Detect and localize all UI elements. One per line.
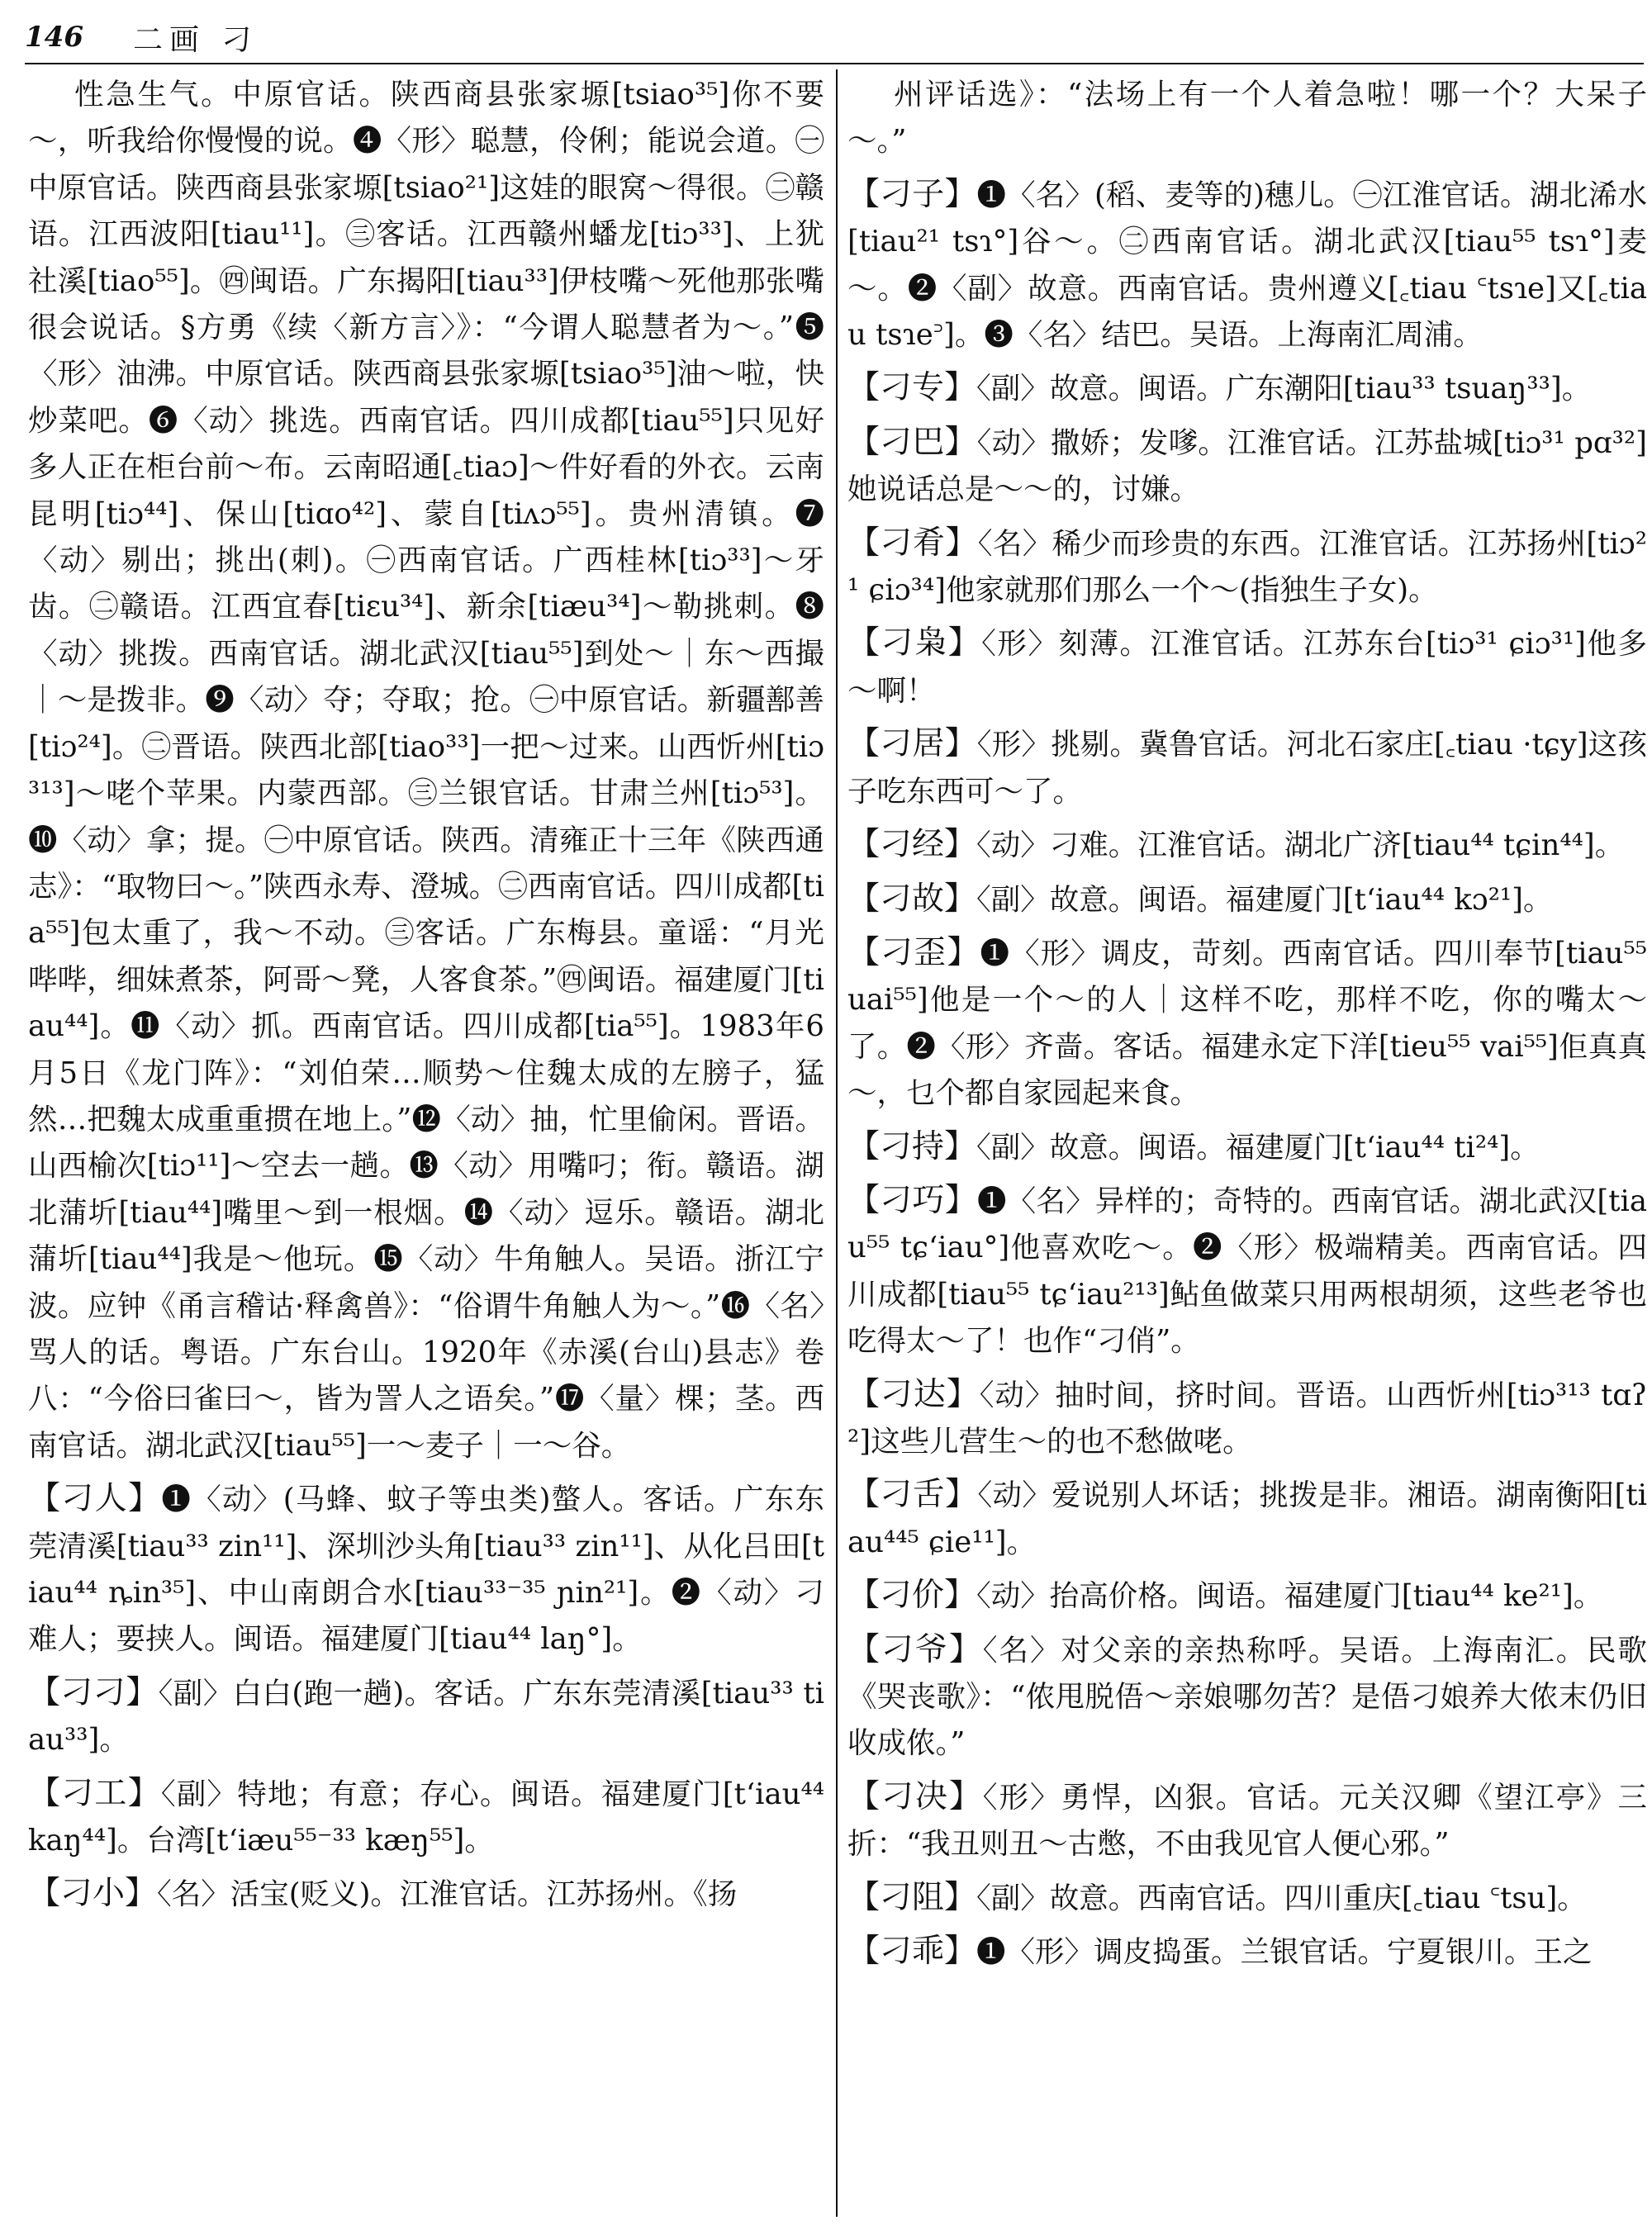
entry-headword: 【刁歪】	[847, 933, 980, 971]
column-divider	[836, 69, 838, 2217]
dictionary-entry	[847, 930, 1647, 1117]
dictionary-entry	[847, 1573, 1647, 1620]
entry-headword: 【刁人】	[28, 1480, 162, 1518]
entry-headword: 【刁子】	[847, 175, 977, 213]
dictionary-entry	[847, 1124, 1647, 1171]
entry-headword: 【刁价】	[847, 1577, 977, 1615]
section-title: 二画 刁	[132, 22, 259, 57]
entry-text: 〈名〉稀少而珍贵的东西。江淮官话。江苏扬州[tiɔ²¹ ɕiɔ³⁴]他家就那们那么一个～(指独生子女)。	[847, 526, 1647, 608]
entry-text: 〈副〉故意。闽语。广东潮阳[tiau³³ tsuaŋ³³]。	[976, 372, 1592, 406]
left-column	[28, 71, 824, 2227]
dictionary-entry	[847, 365, 1647, 412]
entry-text: 〈动〉刁难。江淮官话。湖北广济[tiau⁴⁴ tɕin⁴⁴]。	[976, 828, 1625, 863]
entry-headword: 【刁专】	[847, 369, 977, 407]
entry-text: 〈副〉白白(跑一趟)。客话。广东东莞清溪[tiau³³ tiau³³]。	[28, 1676, 824, 1758]
entry-text: ❶〈形〉调皮捣蛋。兰银官话。宁夏银川。王之	[976, 1935, 1593, 1970]
entry-headword: 【刁爷】	[847, 1630, 983, 1668]
page-header	[25, 12, 1644, 64]
entry-text: 〈副〉故意。闽语。福建厦门[tʻiau⁴⁴ ti²⁴]。	[976, 1130, 1540, 1165]
entry-headword: 【刁乖】	[847, 1933, 977, 1971]
entry-text: 州评话选》：“法场上有一个人着急啦！哪一个？大呆子～。”	[847, 78, 1647, 159]
entry-text: 〈动〉撒娇；发嗲。江淮官话。江苏盐城[tiɔ³¹ pɑ³²]她说话总是～～的，讨嫌。	[847, 425, 1647, 507]
dictionary-entry	[847, 71, 1647, 165]
entry-text: 〈动〉抬高价格。闽语。福建厦门[tiau⁴⁴ ke²¹]。	[976, 1579, 1603, 1614]
entry-text: ❶〈名〉异样的；奇特的。西南官话。湖北武汉[tiau⁵⁵ tɕʻiau°]他喜欢吃～。❷〈形〉极端精美。西南官话。四川成都[tiau⁵⁵ tɕʻiau²¹³]鲇鱼做菜只用两根胡须，这些老爷也吃得太～了！也作“刁俏”。	[847, 1184, 1647, 1359]
entry-headword: 【刁巧】	[847, 1181, 977, 1219]
dictionary-entry	[28, 71, 824, 1469]
entry-headword: 【刁肴】	[847, 524, 978, 562]
entry-text: 〈动〉抽时间，挤时间。晋语。山西忻州[tiɔ³¹³ tɑʔ²]这些儿营生～的也不愁做咾。	[847, 1378, 1647, 1459]
entry-text: 〈名〉活宝(贬义)。江淮官话。江苏扬州。《扬	[157, 1877, 738, 1912]
entry-text: ❶〈形〉调皮，苛刻。西南官话。四川奉节[tiau⁵⁵ uai⁵⁵]他是一个～的人｜这样不吃，那样不吃，你的嘴太～了。❷〈形〉齐啬。客话。福建永定下洋[tieu⁵⁵ vai⁵⁵]佢真真～，乜个都自家园起来食。	[847, 936, 1647, 1111]
dictionary-entry	[28, 1670, 824, 1764]
entry-text: 〈副〉特地；有意；存心。闽语。福建厦门[tʻiau⁴⁴ kaŋ⁴⁴]。台湾[tʻiæu⁵⁵⁻³³ kæŋ⁵⁵]。	[28, 1777, 824, 1858]
entry-headword: 【刁故】	[847, 880, 977, 918]
dictionary-entry	[847, 1372, 1647, 1466]
dictionary-entry	[847, 1929, 1647, 1976]
entry-headword: 【刁工】	[28, 1774, 161, 1812]
entry-headword: 【刁决】	[847, 1777, 983, 1815]
dictionary-entry	[847, 876, 1647, 923]
entry-text: 〈形〉勇悍，凶狠。官话。元关汉卿《望江亭》三折：“我丑则丑～古憋，不由我见官人便心邪。”	[847, 1780, 1647, 1862]
dictionary-entry	[847, 1774, 1647, 1868]
entry-headword: 【刁刁】	[28, 1673, 159, 1711]
entry-text: 〈名〉对父亲的亲热称呼。吴语。上海南汇。民歌《哭丧歌》：“侬甩脱俉～亲娘哪勿苦？是俉刁娘养大侬末仍旧收成侬。”	[847, 1633, 1647, 1761]
dictionary-entry	[847, 822, 1647, 869]
dictionary-entry	[28, 1771, 824, 1865]
entry-headword: 【刁舌】	[847, 1476, 978, 1514]
entry-text: 〈副〉故意。西南官话。四川重庆[꜀tiau ꜂tsu]。	[976, 1881, 1587, 1915]
dictionary-entry	[847, 520, 1647, 614]
page-number: 146	[25, 21, 83, 54]
entry-text: 〈动〉爱说别人坏话；挑拨是非。湘语。湖南衡阳[tiau⁴⁴⁵ ɕie¹¹]。	[847, 1478, 1647, 1559]
dictionary-entry	[847, 1627, 1647, 1767]
dictionary-entry	[28, 1871, 824, 1918]
right-column	[847, 71, 1647, 2227]
entry-headword: 【刁枭】	[847, 624, 982, 662]
dictionary-entry	[847, 172, 1647, 359]
entry-headword: 【刁小】	[28, 1875, 158, 1913]
dictionary-entry	[847, 1875, 1647, 1922]
dictionary-entry	[28, 1476, 824, 1663]
dictionary-entry	[847, 1178, 1647, 1365]
entry-headword: 【刁经】	[847, 826, 977, 864]
dictionary-entry	[847, 620, 1647, 714]
entry-headword: 【刁巴】	[847, 423, 977, 461]
entry-headword: 【刁居】	[847, 725, 977, 763]
dictionary-entry	[847, 1472, 1647, 1566]
entry-text: 性急生气。中原官话。陕西商县张家塬[tsiao³⁵]你不要～，听我给你慢慢的说。❹〈形〉聪慧，伶俐；能说会道。㊀中原官话。陕西商县张家塬[tsiao²¹]这娃的眼窝～得很。㊁赣语。江西波阳[tiau¹¹]。㊂客话。江西赣州蟠龙[tiɔ³³]、上犹社溪[tiao⁵⁵]。㊃闽语。广东揭阳[tiau³³]伊枝嘴～死他那张嘴很会说话。§方勇《续〈新方言〉》：“今谓人聪慧者为～。”❺〈形〉油沸。中原官话。陕西商县张家塬[tsiao³⁵]油～啦，快炒菜吧。❻〈动〉挑选。西南官话。四川成都[tiau⁵⁵]只见好多人正在柜台前～布。云南昭通[꜀tiaɔ]～件好看的外衣。云南昆明[tiɔ⁴⁴]、保山[tiɑo⁴²]、蒙自[tiʌɔ⁵⁵]。贵州清镇。❼〈动〉剔出；挑出(刺)。㊀西南官话。广西桂林[tiɔ³³]～牙齿。㊁赣语。江西宜春[tiɛu³⁴]、新余[tiæu³⁴]～勒挑刺。❽〈动〉挑拨。西南官话。湖北武汉[tiau⁵⁵]到处～｜东～西撮｜～是拨非。❾〈动〉夺；夺取；抢。㊀中原官话。新疆鄯善[tiɔ²⁴]。㊁晋语。陕西北部[tiao³³]一把～过来。山西忻州[tiɔ³¹³]～咾个苹果。内蒙西部。㊂兰银官话。甘肃兰州[tiɔ⁵³]。❿〈动〉拿；提。㊀中原官话。陕西。清雍正十三年《陕西通志》：“取物曰～。”陕西永寿、澄城。㊁西南官话。四川成都[tia⁵⁵]包太重了，我～不动。㊂客话。广东梅县。童谣：“月光哔哔，细妹煮茶，阿哥～凳，人客食茶。”㊃闽语。福建厦门[tiau⁴⁴]。⓫〈动〉抓。西南官话。四川成都[tia⁵⁵]。1983年6月5日《龙门阵》：“刘伯荣…顺势～住魏太成的左膀子，猛然…把魏太成重重掼在地上。”⓬〈动〉抽，忙里偷闲。晋语。山西榆次[tiɔ¹¹]～空去一趟。⓭〈动〉用嘴叼；衔。赣语。湖北蒲圻[tiau⁴⁴]嘴里～到一根烟。⓮〈动〉逗乐。赣语。湖北蒲圻[tiau⁴⁴]我是～他玩。⓯〈动〉牛角触人。吴语。浙江宁波。应钟《甬言稽诂·释禽兽》：“俗谓牛角触人为～。”⓰〈名〉骂人的话。粤语。广东台山。1920年《赤溪(台山)县志》卷八：“今俗曰雀曰～，皆为詈人之语矣。”⓱〈量〉棵；茎。西南官话。湖北武汉[tiau⁵⁵]一～麦子｜一～谷。	[28, 78, 824, 1463]
entry-text: 〈副〉故意。闽语。福建厦门[tʻiau⁴⁴ kɔ²¹]。	[976, 882, 1553, 917]
entry-text: 〈形〉刻薄。江淮官话。江苏东台[tiɔ³¹ ɕiɔ³¹]他多～啊！	[847, 627, 1647, 708]
entry-headword: 【刁阻】	[847, 1878, 977, 1916]
entry-text: ❶〈名〉(稻、麦等的)穗儿。㊀江淮官话。湖北浠水[tiau²¹ tsɿ°]谷～。㊁西南官话。湖北武汉[tiau⁵⁵ tsɿ°]麦～。❷〈副〉故意。西南官话。贵州遵义[꜀tiau ꜂tsɿe]又[꜀tiau tsɿe꜄]。❸〈名〉结巴。吴语。上海南汇周浦。	[847, 178, 1647, 353]
entry-text: ❶〈动〉(马蜂、蚊子等虫类)螫人。客话。广东东莞清溪[tiau³³ zin¹¹]、深圳沙头角[tiau³³ zin¹¹]、从化吕田[tiau⁴⁴ ȵin³⁵]、中山南朗合水[tiau³³⁻³⁵ ɲin²¹]。❷〈动〉刁难人；要挟人。闽语。福建厦门[tiau⁴⁴ laŋ°]。	[28, 1483, 824, 1657]
dictionary-entry	[847, 721, 1647, 815]
entry-headword: 【刁达】	[847, 1375, 980, 1413]
entry-text: 〈形〉挑剔。冀鲁官话。河北石家庄[꜀tiau ·tɕy]这孩子吃东西可～了。	[847, 728, 1647, 809]
entry-headword: 【刁持】	[847, 1127, 977, 1165]
dictionary-entry	[847, 420, 1647, 514]
